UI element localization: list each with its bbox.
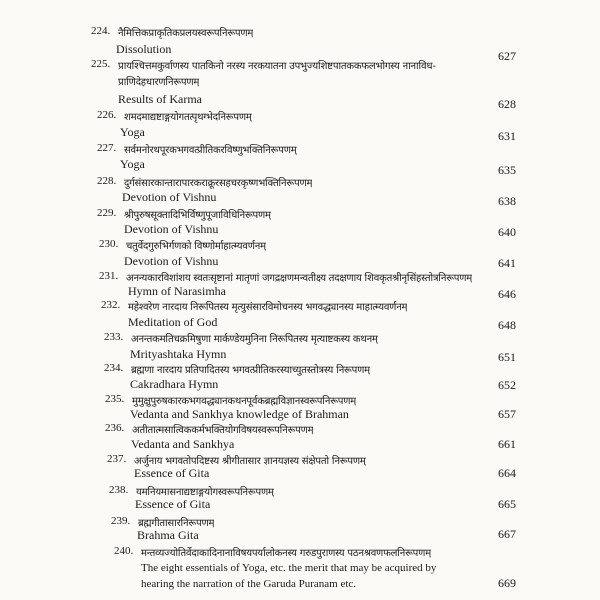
entry-sanskrit-title: मन्तव्यज्योतिर्वेदाकादिनानाविषयपर्यालोकनस्य गरुडपुराणस्य पठनश्रवणफलनिरूपणम्	[141, 548, 431, 559]
entry-page-number: 646	[498, 287, 516, 301]
entry-sanskrit-title: महेश्वरेण नारदाय निरूपितस्य मृत्युसंसारविमोचनस्य भगवद्ध्यानस्य माहात्म्यवर्णनम्	[128, 302, 408, 313]
entry-number: 226.	[97, 109, 117, 121]
entry-sanskrit-title: शमदमाद्यष्टाङ्गयोगतत्पृथग्भेदनिरूपणम्	[124, 112, 252, 123]
entry-page-number: 627	[498, 49, 516, 63]
entry-sanskrit-title: यमनियमासनाद्यष्टाङ्गयोगस्वरूपनिरूपणम्	[136, 487, 274, 498]
entry-number: 240.	[114, 545, 134, 557]
entry-english-title-continued: hearing the narration of the Garuda Puranam etc.	[141, 578, 357, 590]
entry-number: 237.	[107, 453, 127, 465]
entry-sanskrit-title: अर्जुनाय भगवतोपदिष्टस्य श्रीगीतासार ज्ञानयज्ञस्य संक्षेपतो निरूपणम्	[134, 456, 366, 467]
entry-number: 231.	[99, 270, 119, 282]
entry-english-title: Mrityashtaka Hymn	[130, 347, 227, 361]
entry-english-title: Cakradhara Hymn	[130, 377, 219, 391]
entry-page-number: 648	[498, 318, 516, 332]
entry-page-number: 664	[498, 466, 516, 480]
entry-page-number: 651	[498, 350, 516, 364]
entry-number: 229.	[97, 207, 117, 219]
entry-english-title: Yoga	[120, 157, 145, 171]
entry-english-title: Yoga	[120, 125, 145, 139]
entry-number: 234.	[104, 362, 124, 374]
entry-number: 233.	[104, 331, 124, 343]
entry-sanskrit-title: अनन्यकारविशांशय स्वतःसृष्टानां मातृणां जगद्रक्षणमन्वतीक्ष्य तदक्षणाय शिवकृतश्रीनृसिंहस्तोत्रनिरूपणम्	[126, 273, 473, 284]
entry-sanskrit-title: श्रीपुरुषसूक्तादिभिर्विष्णुपूजाविधिनिरूपणम्	[124, 210, 271, 221]
entry-number: 224.	[91, 25, 111, 37]
entry-page-number: 657	[498, 407, 516, 421]
entry-english-title: Dissolution	[116, 42, 172, 56]
entry-english-title: Hymn of Narasimha	[128, 284, 226, 298]
entry-sanskrit-title: नैमित्तिकप्राकृतिकप्रलयस्वरूपनिरूपणम्	[118, 28, 254, 39]
entry-sanskrit-title: मुमुक्षुपुरुषकारकभगवद्ध्यानकथनपूर्वकब्रह्मविज्ञानस्वरूपनिरूपणम्	[132, 396, 357, 407]
entry-number: 228.	[97, 175, 117, 187]
entry-english-title: Devotion of Vishnu	[124, 222, 219, 236]
entry-page-number: 667	[498, 527, 516, 541]
entry-page-number: 628	[498, 97, 516, 111]
entry-sanskrit-title: अतीतात्मसात्विककर्मभक्तियोगविषयस्वरूपनिरूपणम्	[132, 425, 314, 436]
entry-page-number: 661	[498, 437, 516, 451]
entry-page-number: 669	[498, 576, 516, 590]
entry-sanskrit-title: ब्रह्मगीतासारनिरूपणम्	[138, 518, 215, 529]
entry-number: 232.	[101, 299, 121, 311]
entry-page-number: 640	[498, 225, 516, 239]
entry-english-title: The eight essentials of Yoga, etc. the merit that may be acquired by	[141, 562, 437, 574]
entry-sanskrit-title: चतुर्वेदगुरुभिर्गणको विष्णोर्माहात्म्यवर्णनम्	[126, 241, 266, 252]
entry-number: 236.	[105, 422, 125, 434]
entry-number: 227.	[97, 142, 117, 154]
entry-number: 239.	[111, 515, 131, 527]
entry-page-number: 635	[498, 163, 516, 177]
entry-page-number: 665	[498, 497, 516, 511]
entry-sanskrit-title-continued: प्राणिदेहधारणनिरूपणम्	[118, 77, 200, 88]
entry-english-title: Essence of Gita	[135, 497, 211, 511]
entry-number: 230.	[99, 238, 119, 250]
entry-english-title: Essence of Gita	[134, 466, 210, 480]
entry-english-title: Results of Karma	[118, 92, 202, 106]
entry-english-title: Devotion of Vishnu	[124, 254, 219, 268]
entry-page-number: 631	[498, 129, 516, 143]
entry-english-title: Devotion of Vishnu	[122, 190, 217, 204]
entry-page-number: 652	[498, 378, 516, 392]
entry-number: 225.	[91, 58, 111, 70]
entry-sanskrit-title: अनन्तकमतिचक्रमिषुणा मार्कण्डेयमुनिना निरूपितस्य मृत्याष्टकस्य कथनम्	[131, 334, 378, 345]
entry-english-title: Vedanta and Sankhya	[131, 437, 235, 451]
entry-number: 238.	[109, 484, 129, 496]
entry-sanskrit-title: दुर्गसंसारकान्तारापारकराक्रूरसहचरकृष्णभक्तिनिरूपणम्	[124, 178, 313, 189]
entry-english-title: Brahma Gita	[137, 528, 199, 542]
entry-english-title: Meditation of God	[128, 315, 218, 329]
entry-page-number: 638	[498, 194, 516, 208]
entry-sanskrit-title: ब्रह्मणा नारदाय प्रतिपादितस्य भगवत्प्रीतिकरस्याच्युतस्तोत्रस्य निरूपणम्	[131, 365, 370, 376]
entry-number: 235.	[105, 393, 125, 405]
entry-sanskrit-title: सर्वमनोरथपूरकभगवत्प्रीतिकरविष्णुभक्तिनिरूपणम्	[124, 145, 297, 156]
entry-sanskrit-title: प्रायश्चित्तमकुर्वाणस्य पातकिनो नरस्य नरकयातना उपभुज्यशिष्टपातककफलभोगस्य नानाविध-	[118, 61, 436, 72]
entry-english-title: Vedanta and Sankhya knowledge of Brahman	[130, 407, 349, 421]
entry-page-number: 641	[498, 256, 516, 270]
